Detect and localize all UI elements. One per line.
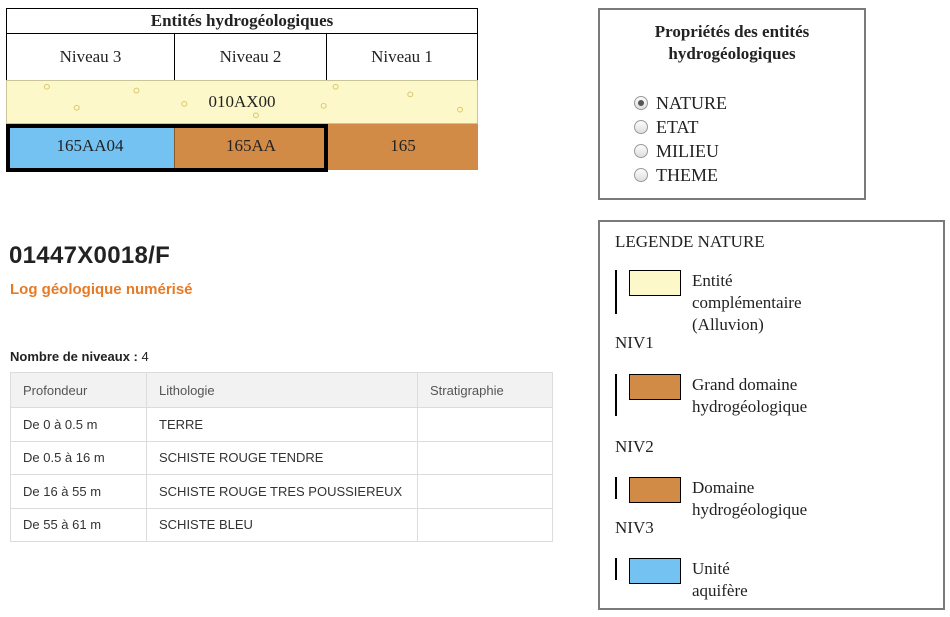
legend-label-niv2: Domaine hydrogéologique — [692, 478, 808, 519]
depth-cell: De 0.5 à 16 m — [11, 441, 147, 475]
legend-niv2-heading: NIV2 — [615, 437, 654, 456]
legend-bar — [615, 270, 617, 314]
entity-code-row — [6, 124, 478, 172]
legend-swatch-niv2 — [629, 477, 681, 503]
legend-label-niv1: Grand domaine hydrogéologique — [692, 375, 808, 416]
entity-table — [6, 8, 478, 164]
levels-count-value: 4 — [141, 349, 149, 364]
level-2-header: Niveau 2 — [174, 33, 327, 81]
level-3-header: Niveau 3 — [6, 33, 175, 81]
column-header-depth: Profondeur — [11, 373, 147, 408]
legend-swatch-complement — [629, 270, 681, 296]
legend-niv3-heading: NIV3 — [615, 518, 654, 537]
radio-etat[interactable]: ETAT — [634, 116, 699, 138]
depth-cell: De 0 à 0.5 m — [11, 408, 147, 442]
lithology-cell: SCHISTE ROUGE TRES POUSSIEREUX — [147, 475, 418, 509]
complement-entity-cell[interactable] — [6, 80, 478, 124]
radio-milieu[interactable]: MILIEU — [634, 140, 719, 162]
column-header-stratigraphy: Stratigraphie — [418, 373, 553, 408]
stratigraphy-cell — [418, 408, 553, 442]
radio-button[interactable] — [634, 144, 648, 158]
radio-button[interactable] — [634, 120, 648, 134]
stratigraphy-cell — [418, 475, 553, 509]
legend-bar — [615, 477, 617, 499]
lithology-cell: SCHISTE BLEU — [147, 508, 418, 542]
properties-panel — [598, 8, 866, 200]
depth-cell: De 16 à 55 m — [11, 475, 147, 509]
lithology-cell: TERRE — [147, 408, 418, 442]
legend-swatch-niv1 — [629, 374, 681, 400]
properties-title: Propriétés des entités hydrogéologiques — [654, 22, 810, 63]
level-header-row — [6, 33, 478, 81]
level-1-header: Niveau 1 — [326, 33, 478, 81]
radio-theme[interactable]: THEME — [634, 164, 718, 186]
geological-log-table — [10, 372, 553, 542]
legend-label-complement: Entité complémentaire (Alluvion) — [692, 271, 802, 334]
table-row — [11, 408, 553, 442]
borehole-id: 01447X0018/F — [9, 242, 171, 269]
stratigraphy-cell — [418, 441, 553, 475]
table-header-row — [11, 373, 553, 408]
legend-panel — [598, 220, 945, 610]
log-label: Log géologique numérisé — [10, 281, 193, 298]
radio-nature[interactable]: NATURE — [634, 92, 727, 114]
legend-niv1-heading: NIV1 — [615, 333, 654, 352]
legend-bar — [615, 558, 617, 580]
levels-count-label: Nombre de niveaux : — [10, 349, 138, 364]
legend-title: LEGENDE NATURE — [615, 232, 765, 251]
lithology-cell: SCHISTE ROUGE TENDRE — [147, 441, 418, 475]
legend-swatch-niv3 — [629, 558, 681, 584]
levels-count-line — [10, 349, 149, 364]
stratigraphy-cell — [418, 508, 553, 542]
entity-table-title: Entités hydrogéologiques — [6, 8, 478, 34]
legend-label-niv3: Unité aquifère — [692, 559, 748, 600]
table-row — [11, 508, 553, 542]
table-row — [11, 441, 553, 475]
depth-cell: De 55 à 61 m — [11, 508, 147, 542]
legend-bar — [615, 374, 617, 416]
aquifer-unit-cell[interactable]: 165AA04 — [6, 124, 174, 170]
radio-button-checked[interactable] — [634, 96, 648, 110]
table-row — [11, 475, 553, 509]
radio-button[interactable] — [634, 168, 648, 182]
column-header-lithology: Lithologie — [147, 373, 418, 408]
complement-code: 010AX00 — [208, 92, 276, 111]
major-domain-cell[interactable]: 165 — [327, 124, 478, 170]
domain-cell[interactable]: 165AA — [174, 124, 327, 170]
